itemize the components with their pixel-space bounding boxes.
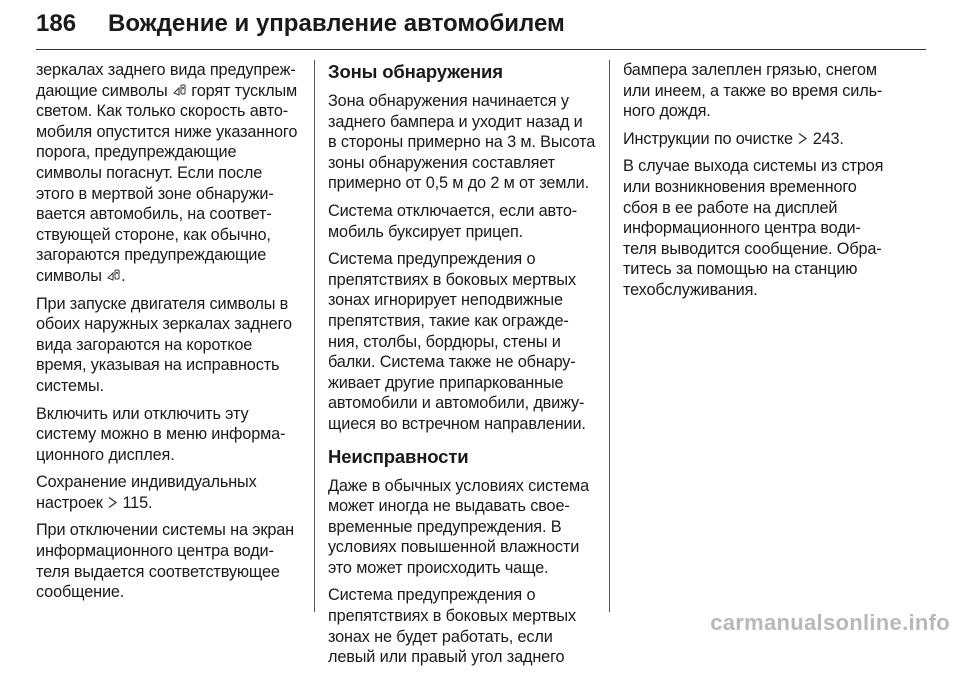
paragraph: При запуске двигателя символы в обоих наружных зеркалах заднего вида загораются на короткое время, указывая на исправность системы.: [36, 294, 292, 395]
paragraph: Система отключается, если авто- мобиль буксирует прицеп.: [328, 201, 577, 241]
column-2: [328, 60, 594, 675]
page-header: [36, 10, 926, 46]
column-divider: [609, 60, 610, 612]
watermark: carmanualsonline.info: [710, 610, 950, 635]
side-blind-zone-alert-icon: [106, 268, 121, 282]
paragraph: Включить или отключить эту систему можно в меню информа- ционного дисплея.: [36, 404, 286, 464]
paragraph: В случае выхода системы из строя или возникновения временного сбоя в ее работе на дисплей информационного центра води- теля выводится сообщение. Обра- титесь за помощью на станцию техобслуживания.: [623, 157, 884, 299]
paragraph: Инструкции по очистке 243.: [623, 129, 844, 148]
paragraph: Система предупреждения о препятствиях в боковых мертвых зонах игнорирует неподвижные препятствия, такие как огражде- ния, столбы, бордюры, стены и балки. Система также не обнару- живает другие припаркованные автомобили и автомобили, движу- щиеся во встречном направлении.: [328, 250, 586, 433]
reference-arrow-icon[interactable]: [107, 496, 118, 509]
section-heading: Зоны обнаружения: [328, 61, 503, 82]
column-3: [623, 60, 893, 308]
column-1: [36, 60, 298, 610]
paragraph: Система предупреждения о препятствиях в боковых мертвых зонах не будет работать, если левый или правый угол заднего: [328, 586, 576, 667]
header-rule: [36, 49, 926, 50]
column-divider: [314, 60, 315, 612]
paragraph: Даже в обычных условиях система может иногда не выдавать свое- временные предупреждения. В условиях повышенной влажности это может происходить чаще.: [328, 476, 590, 577]
paragraph: Зона обнаружения начинается у заднего бампера и уходит назад и в стороны примерно на 3 м. Высота зоны обнаружения составляет примерно от 0,5 м до 2 м от земли.: [328, 92, 596, 193]
page-title: Вождение и управление автомобилем: [108, 10, 565, 37]
paragraph: бампера залеплен грязью, снегом или инеем, а также во время силь- ного дождя.: [623, 61, 883, 121]
side-blind-zone-alert-icon: [172, 83, 187, 97]
page-number: 186: [36, 10, 77, 37]
reference-arrow-icon[interactable]: [797, 132, 808, 145]
section-heading: Неисправности: [328, 445, 469, 467]
paragraph: При отключении системы на экран информационного центра води- теля выдается соответствующее сообщение.: [36, 521, 295, 602]
paragraph: Сохранение индивидуальных настроек 115.: [36, 473, 257, 512]
paragraph: зеркалах заднего вида предупреж- дающие символы горят тусклым светом. Как только скорость авто- мобиля опустится ниже указанного порога, предупреждающие символы погаснут. Если после этого в мертвой зоне обнаружи- вается автомобиль, на соответ- ствующей стороне, как обычно, загораются предупреждающие символы .: [36, 61, 298, 285]
